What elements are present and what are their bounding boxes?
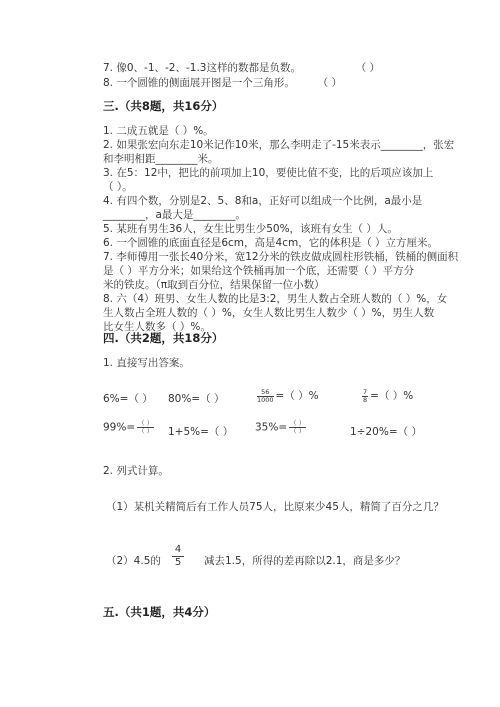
fraction: $\frac{4}{5}$ xyxy=(172,544,184,569)
calc-cell: $\frac{7}{8}$ =（ ）% xyxy=(363,387,414,404)
calc-problem-2-a: （2）4.5的 xyxy=(106,555,161,567)
question-7: 7. 像0、-1、-2、-1.3这样的数都是负数。 （ ） xyxy=(103,62,381,74)
fraction-blank: $\frac{( )}{( )}$ xyxy=(138,419,154,435)
section-3-line: 7. 李师傅用一张长40分米，宽12分米的铁皮做成圆柱形铁桶，铁桶的侧面积 xyxy=(103,251,459,263)
section-3-line: 是（ ）平方分米；如果给这个铁桶再加一个底，还需要（ ）平方分 xyxy=(103,265,415,277)
question-8: 8. 一个圆锥的侧面展开图是一个三角形。 （ ） xyxy=(103,77,342,89)
section-3-line: 1. 二成五就是（ ）%。 xyxy=(103,125,214,137)
calc-cell: 1÷20%=（ ） xyxy=(350,426,422,438)
section-3-line: ________，a最大是________。 xyxy=(103,209,246,221)
fraction: $\frac{7}{8}$ xyxy=(363,387,368,404)
section-3-line: 6. 一个圆锥的底面直径是6cm，高是4cm，它的体积是（ ）立方厘米。 xyxy=(103,237,439,249)
calc-cell: 99%= $\frac{( )}{( )}$ xyxy=(103,419,154,435)
section-3-line: 和李明相距________米。 xyxy=(103,153,219,165)
calc-cell: 80%=（ ） xyxy=(168,393,225,405)
section-5-title: 五.（共1题，共4分） xyxy=(103,605,216,619)
section-3-line: 米的铁皮。（π取到百分位，结果保留一位小数） xyxy=(103,279,325,291)
section-3-line: 2. 如果张宏向东走10米记作10米，那么李明走了-15米表示________，张宏 xyxy=(103,139,455,151)
calc-cell: $\frac{56}{1000}$ =（ ）% xyxy=(257,387,319,404)
section-3-line: 比女生人数多（ ）%。 xyxy=(103,321,211,333)
section-3-line: 5. 某班有男生36人，女生比男生少50%，该班有女生（ ）人。 xyxy=(103,223,398,235)
section-3-line: 8. 六（4）班男、女生人数的比是3:2，男生人数占全班人数的（ ）%，女 xyxy=(103,293,448,305)
calc-cell: 1+5%=（ ） xyxy=(168,426,234,438)
question-expression: 2. 列式计算。 xyxy=(103,465,169,477)
section-3-line: 3. 在5：12中，把比的前项加上10，要使比值不变，比的后项应该加上 xyxy=(103,167,434,179)
section-3-line: 4. 有四个数，分别是2、5、8和a，正好可以组成一个比例，a最小是 xyxy=(103,195,423,207)
calc-problem-1: （1）某机关精简后有工作人员75人，比原来少45人，精简了百分之几？ xyxy=(106,501,444,513)
fraction: $\frac{56}{1000}$ xyxy=(257,387,274,404)
calc-problem-2-b: 减去1.5，所得的差再除以2.1，商是多少？ xyxy=(204,555,406,567)
section-3-line: （ ）。 xyxy=(103,181,133,193)
section-3-line: 生人数占全班人数的（ ）%，女生人数比男生人数少（ ）%，男生人数 xyxy=(103,307,435,319)
section-4-title: 四.（共2题，共18分） xyxy=(103,331,224,345)
fraction-blank: $\frac{( )}{( )}$ xyxy=(290,419,306,435)
section-3-title: 三.（共8题，共16分） xyxy=(103,99,224,113)
calc-cell: 35%= $\frac{( )}{( )}$ xyxy=(255,419,306,435)
question-direct-answer: 1. 直接写出答案。 xyxy=(103,357,190,369)
calc-cell: 6%=（ ） xyxy=(103,393,153,405)
